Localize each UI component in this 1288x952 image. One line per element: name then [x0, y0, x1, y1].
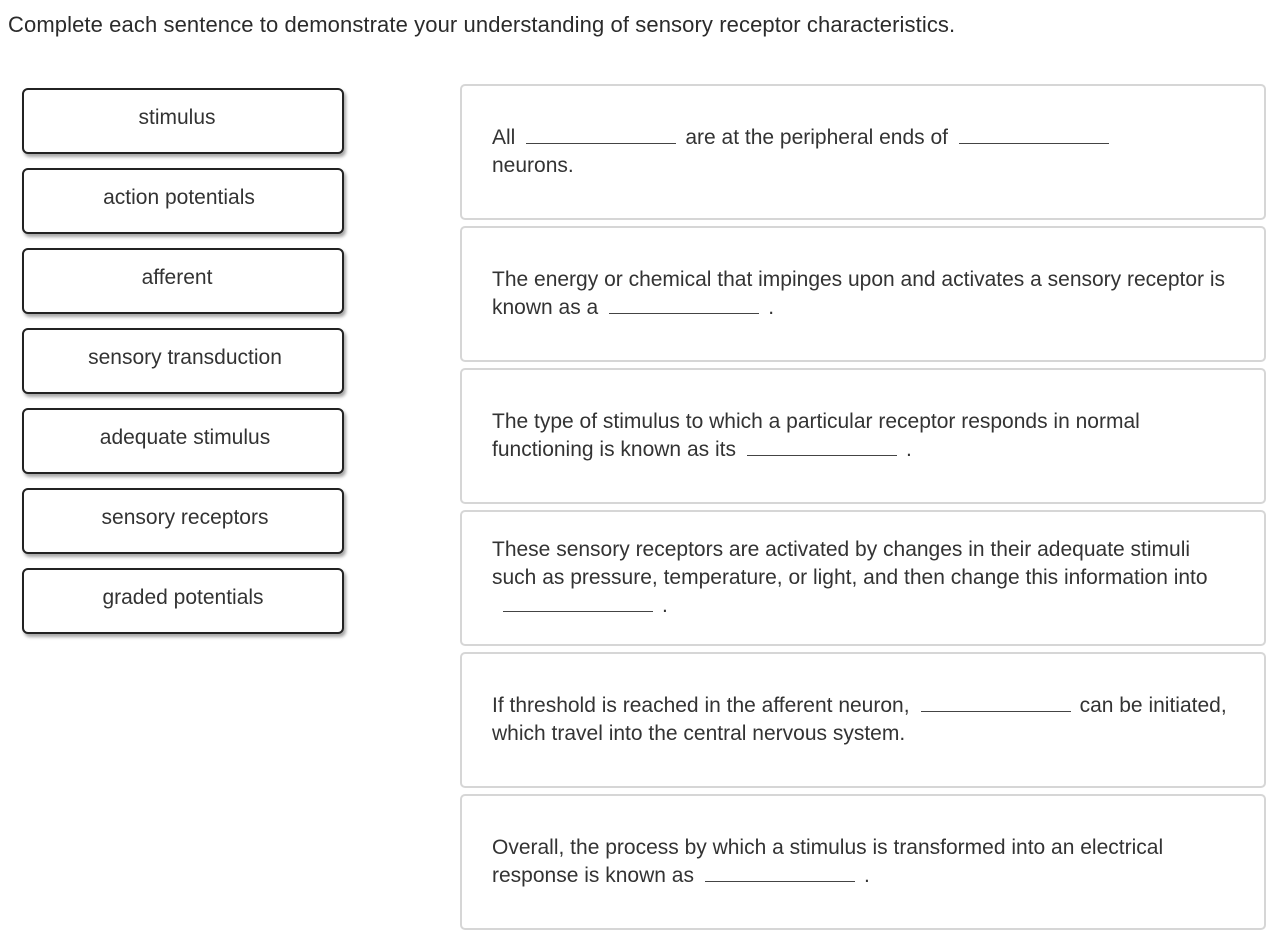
answer-blank-1a[interactable] — [526, 125, 676, 144]
sentence-text — [492, 692, 1234, 748]
sentence-fragment: All — [492, 126, 516, 149]
sentence-text — [492, 834, 1234, 890]
drag-option-label: sensory receptors — [101, 506, 269, 529]
sentence-fragment: The type of stimulus to which a particular receptor responds in normal functioning is known as its — [492, 410, 1140, 461]
sentence-text — [492, 408, 1234, 464]
answer-blank-3[interactable] — [747, 437, 897, 456]
drag-option-label: action potentials — [103, 186, 255, 209]
sentence-fragment: Overall, the process by which a stimulus is transformed into an electrical response is known as — [492, 836, 1164, 887]
sentence-fragment: can be initiated, which travel into the central nervous system. — [492, 694, 1227, 745]
sentence-fragment: are at the peripheral ends of — [685, 126, 949, 149]
drag-option-graded-potentials[interactable] — [22, 568, 344, 634]
sentence-fragment: . — [768, 296, 775, 319]
sentence-box-4 — [460, 510, 1266, 646]
sentence-fragment: If threshold is reached in the afferent neuron, — [492, 694, 910, 717]
drag-option-label: graded potentials — [102, 586, 264, 609]
sentence-box-6 — [460, 794, 1266, 930]
instructions-prompt: Complete each sentence to demonstrate your understanding of sensory receptor characteristics. — [8, 12, 956, 37]
drag-option-label: afferent — [141, 266, 213, 289]
drag-option-label: adequate stimulus — [99, 426, 271, 449]
sentence-text — [492, 536, 1234, 620]
sentence-fragment: . — [905, 438, 912, 461]
sentence-text — [492, 266, 1234, 322]
sentence-fragment: neurons. — [492, 154, 574, 177]
sentence-fragment: These sensory receptors are activated by changes in their adequate stimuli such as pressure, temperature, or light, and then change this information into — [492, 538, 1208, 589]
answer-blank-5[interactable] — [921, 693, 1071, 712]
drag-option-label: stimulus — [138, 106, 216, 129]
drag-option-stimulus[interactable] — [22, 88, 344, 154]
answer-blank-4[interactable] — [503, 593, 653, 612]
sentence-box-5 — [460, 652, 1266, 788]
drag-option-sensory-receptors[interactable] — [22, 488, 344, 554]
answer-blank-1b[interactable] — [959, 125, 1109, 144]
answer-blank-2[interactable] — [609, 295, 759, 314]
sentence-fragment: . — [662, 594, 668, 617]
drag-option-adequate-stimulus[interactable] — [22, 408, 344, 474]
drag-option-afferent[interactable] — [22, 248, 344, 314]
sentence-text — [492, 124, 1118, 180]
sentence-fragment: . — [863, 864, 870, 887]
sentence-box-1 — [460, 84, 1266, 220]
drag-option-action-potentials[interactable] — [22, 168, 344, 234]
drag-option-sensory-transduction[interactable] — [22, 328, 344, 394]
word-bank — [22, 88, 344, 648]
sentence-fragment: The energy or chemical that impinges upon and activates a sensory receptor is known as a — [492, 268, 1226, 319]
sentence-list — [460, 84, 1266, 936]
sentence-box-3 — [460, 368, 1266, 504]
drag-option-label: sensory transduction — [88, 346, 282, 369]
sentence-box-2 — [460, 226, 1266, 362]
answer-blank-6[interactable] — [705, 863, 855, 882]
